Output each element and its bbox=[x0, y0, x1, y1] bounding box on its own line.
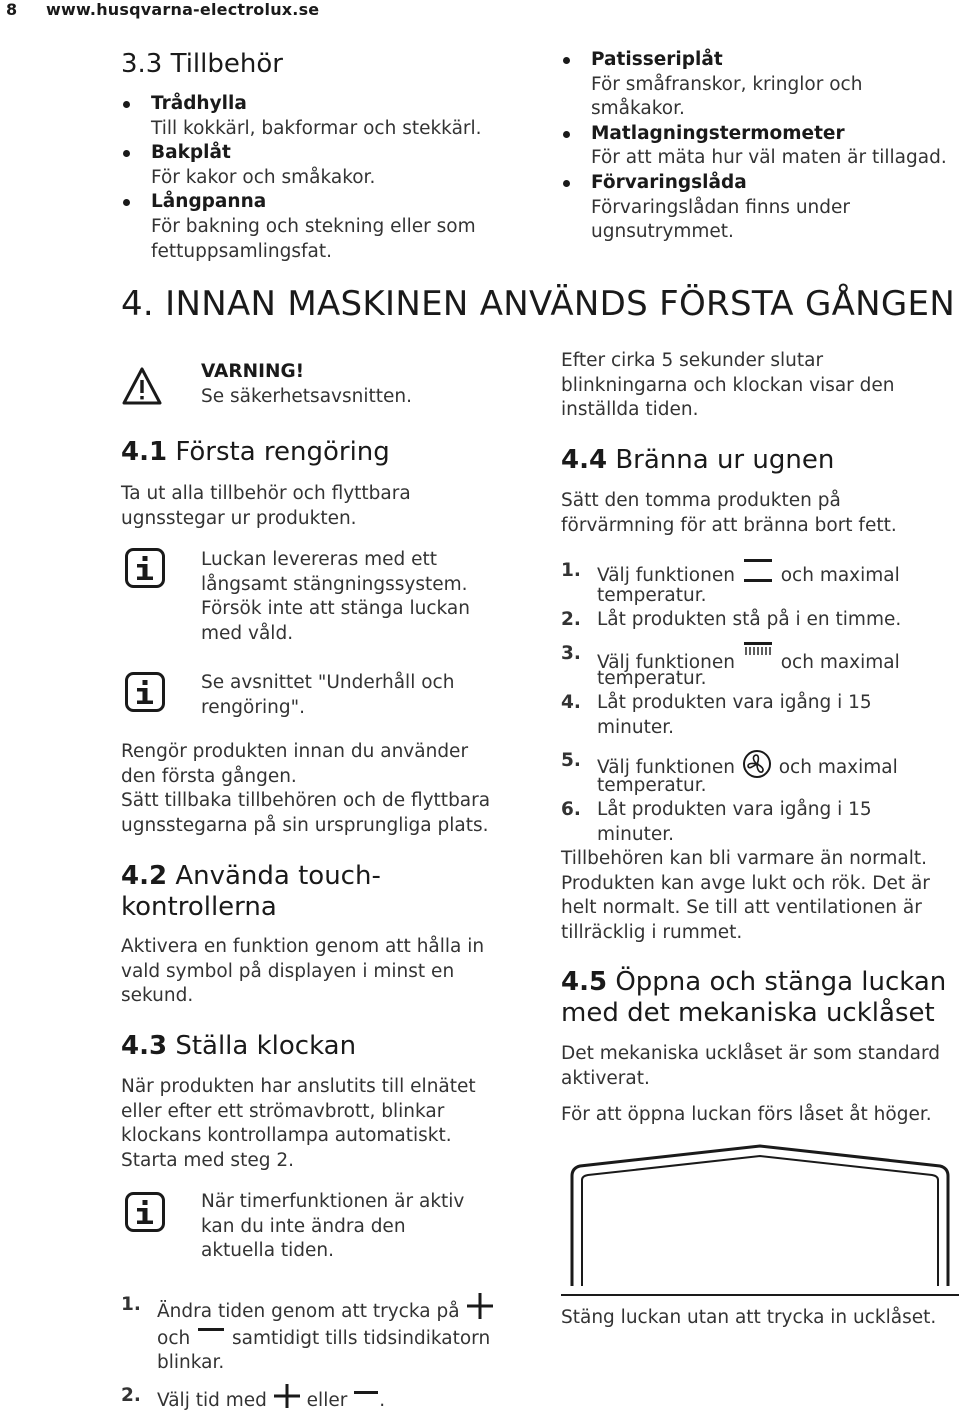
site-url: www.husqvarna-electrolux.se bbox=[46, 0, 320, 19]
bullet-icon bbox=[123, 101, 130, 108]
info-note: Se avsnittet "Underhåll och rengöring". bbox=[201, 672, 455, 718]
section-heading-4-2-cont: kontrollerna bbox=[121, 892, 277, 922]
accessory-list-right bbox=[561, 48, 956, 245]
bullet-icon bbox=[123, 199, 130, 206]
list-item: Trådhylla Till kokkärl, bakformar och stekkärl. bbox=[121, 92, 521, 141]
section-heading-4-3: 4.3 Ställa klockan bbox=[121, 1031, 357, 1061]
list-item: Matlagningstermometer För att mäta hur väl maten är tillagad. bbox=[561, 122, 956, 171]
step-item: 5. Välj funktionen och maximal temperatur. bbox=[561, 750, 898, 796]
minus-icon bbox=[196, 1328, 226, 1334]
section-heading-4-1: 4.1 Första rengöring bbox=[121, 437, 390, 467]
bullet-icon bbox=[563, 180, 570, 187]
warning-icon bbox=[121, 366, 163, 406]
top-heat-icon bbox=[741, 559, 775, 583]
paragraph: När produkten har anslutits till elnätet eller efter ett strömavbrott, blinkar klockans kontrollampa automatiskt. Starta med steg 2. bbox=[121, 1076, 476, 1171]
section-heading-4-2: 4.2 Använda touch- bbox=[121, 861, 381, 891]
list-item: Bakplåt För kakor och småkakor. bbox=[121, 141, 521, 190]
warning-block bbox=[201, 360, 412, 409]
minus-icon bbox=[353, 1391, 379, 1396]
warning-text: Se säkerhetsavsnitten. bbox=[201, 385, 412, 407]
paragraph: Efter cirka 5 sekunder slutar blinkningarna och klockan visar den inställda tiden. bbox=[561, 350, 895, 421]
paragraph: Aktivera en funktion genom att hålla in vald symbol på displayen i minst en sekund. bbox=[121, 936, 485, 1007]
list-item: Patisseriplåt För småfranskor, kringlor och småkakor. bbox=[561, 48, 956, 122]
grill-icon bbox=[741, 642, 775, 664]
fan-icon bbox=[741, 749, 773, 779]
accessory-list-left bbox=[121, 92, 521, 264]
chapter-title: 4. INNAN MASKINEN ANVÄNDS FÖRSTA GÅNGEN bbox=[121, 284, 956, 324]
paragraph: För att öppna luckan förs låset åt höger. bbox=[561, 1104, 932, 1125]
bullet-icon bbox=[123, 150, 130, 157]
plus-icon bbox=[273, 1384, 301, 1408]
page-number: 8 bbox=[6, 0, 18, 19]
info-icon bbox=[125, 672, 165, 712]
step-item: 2. Låt produkten stå på i en timme. bbox=[561, 609, 902, 630]
step-item: 6. Låt produkten vara igång i 15 minuter. bbox=[561, 799, 872, 845]
info-icon bbox=[125, 1192, 165, 1232]
figure-caption: Stäng luckan utan att trycka in ucklåset. bbox=[561, 1307, 937, 1328]
paragraph: Det mekaniska ucklåset är som standard aktiverat. bbox=[561, 1043, 940, 1089]
divider bbox=[561, 1294, 959, 1296]
bullet-icon bbox=[563, 131, 570, 138]
step-item: 1. Ändra tiden genom att trycka på och samtidigt tills tidsindikatorn blinkar. bbox=[121, 1293, 541, 1373]
bullet-icon bbox=[563, 57, 570, 64]
info-note: Luckan levereras med ett långsamt stängningssystem. Försök inte att stänga luckan med våld. bbox=[201, 549, 470, 644]
step-item: 4. Låt produkten vara igång i 15 minuter. bbox=[561, 692, 872, 738]
page-header bbox=[6, 0, 319, 19]
section-heading-4-5-cont: med det mekaniska ucklåset bbox=[561, 998, 935, 1028]
info-icon bbox=[125, 548, 165, 588]
paragraph: Rengör produkten innan du använder den första gången. Sätt tillbaka tillbehören och de flyttbara ugnsstegarna på sin ursprungliga plats. bbox=[121, 741, 491, 836]
step-item: 3. Välj funktionen och maximal temperatur. bbox=[561, 643, 900, 689]
info-note: När timerfunktionen är aktiv kan du inte ändra den aktuella tiden. bbox=[201, 1191, 465, 1262]
section-heading-4-5: 4.5 Öppna och stänga luckan bbox=[561, 967, 947, 997]
paragraph: Ta ut alla tillbehör och flyttbara ugnsstegar ur produkten. bbox=[121, 483, 411, 529]
section-heading-4-4: 4.4 Bränna ur ugnen bbox=[561, 445, 835, 475]
paragraph: Sätt den tomma produkten på förvärmning för att bränna bort fett. bbox=[561, 490, 897, 536]
paragraph: Tillbehören kan bli varmare än normalt. Produkten kan avge lukt och rök. Det är helt normalt. Se till att ventilationen är tillräcklig i rummet. bbox=[561, 848, 930, 943]
step-item: 1. Välj funktionen och maximal temperatur. bbox=[561, 560, 900, 606]
plus-icon bbox=[465, 1293, 495, 1319]
list-item: Långpanna För bakning och stekning eller som fettuppsamlingsfat. bbox=[121, 190, 521, 264]
list-item: Förvaringslåda Förvaringslådan finns under ugnsutrymmet. bbox=[561, 171, 956, 245]
warning-title: VARNING! bbox=[201, 361, 305, 382]
oven-door-illustration bbox=[560, 1140, 960, 1286]
section-heading-3-3: 3.3 Tillbehör bbox=[121, 49, 283, 79]
step-item: 2. Välj tid med eller . bbox=[121, 1385, 386, 1411]
